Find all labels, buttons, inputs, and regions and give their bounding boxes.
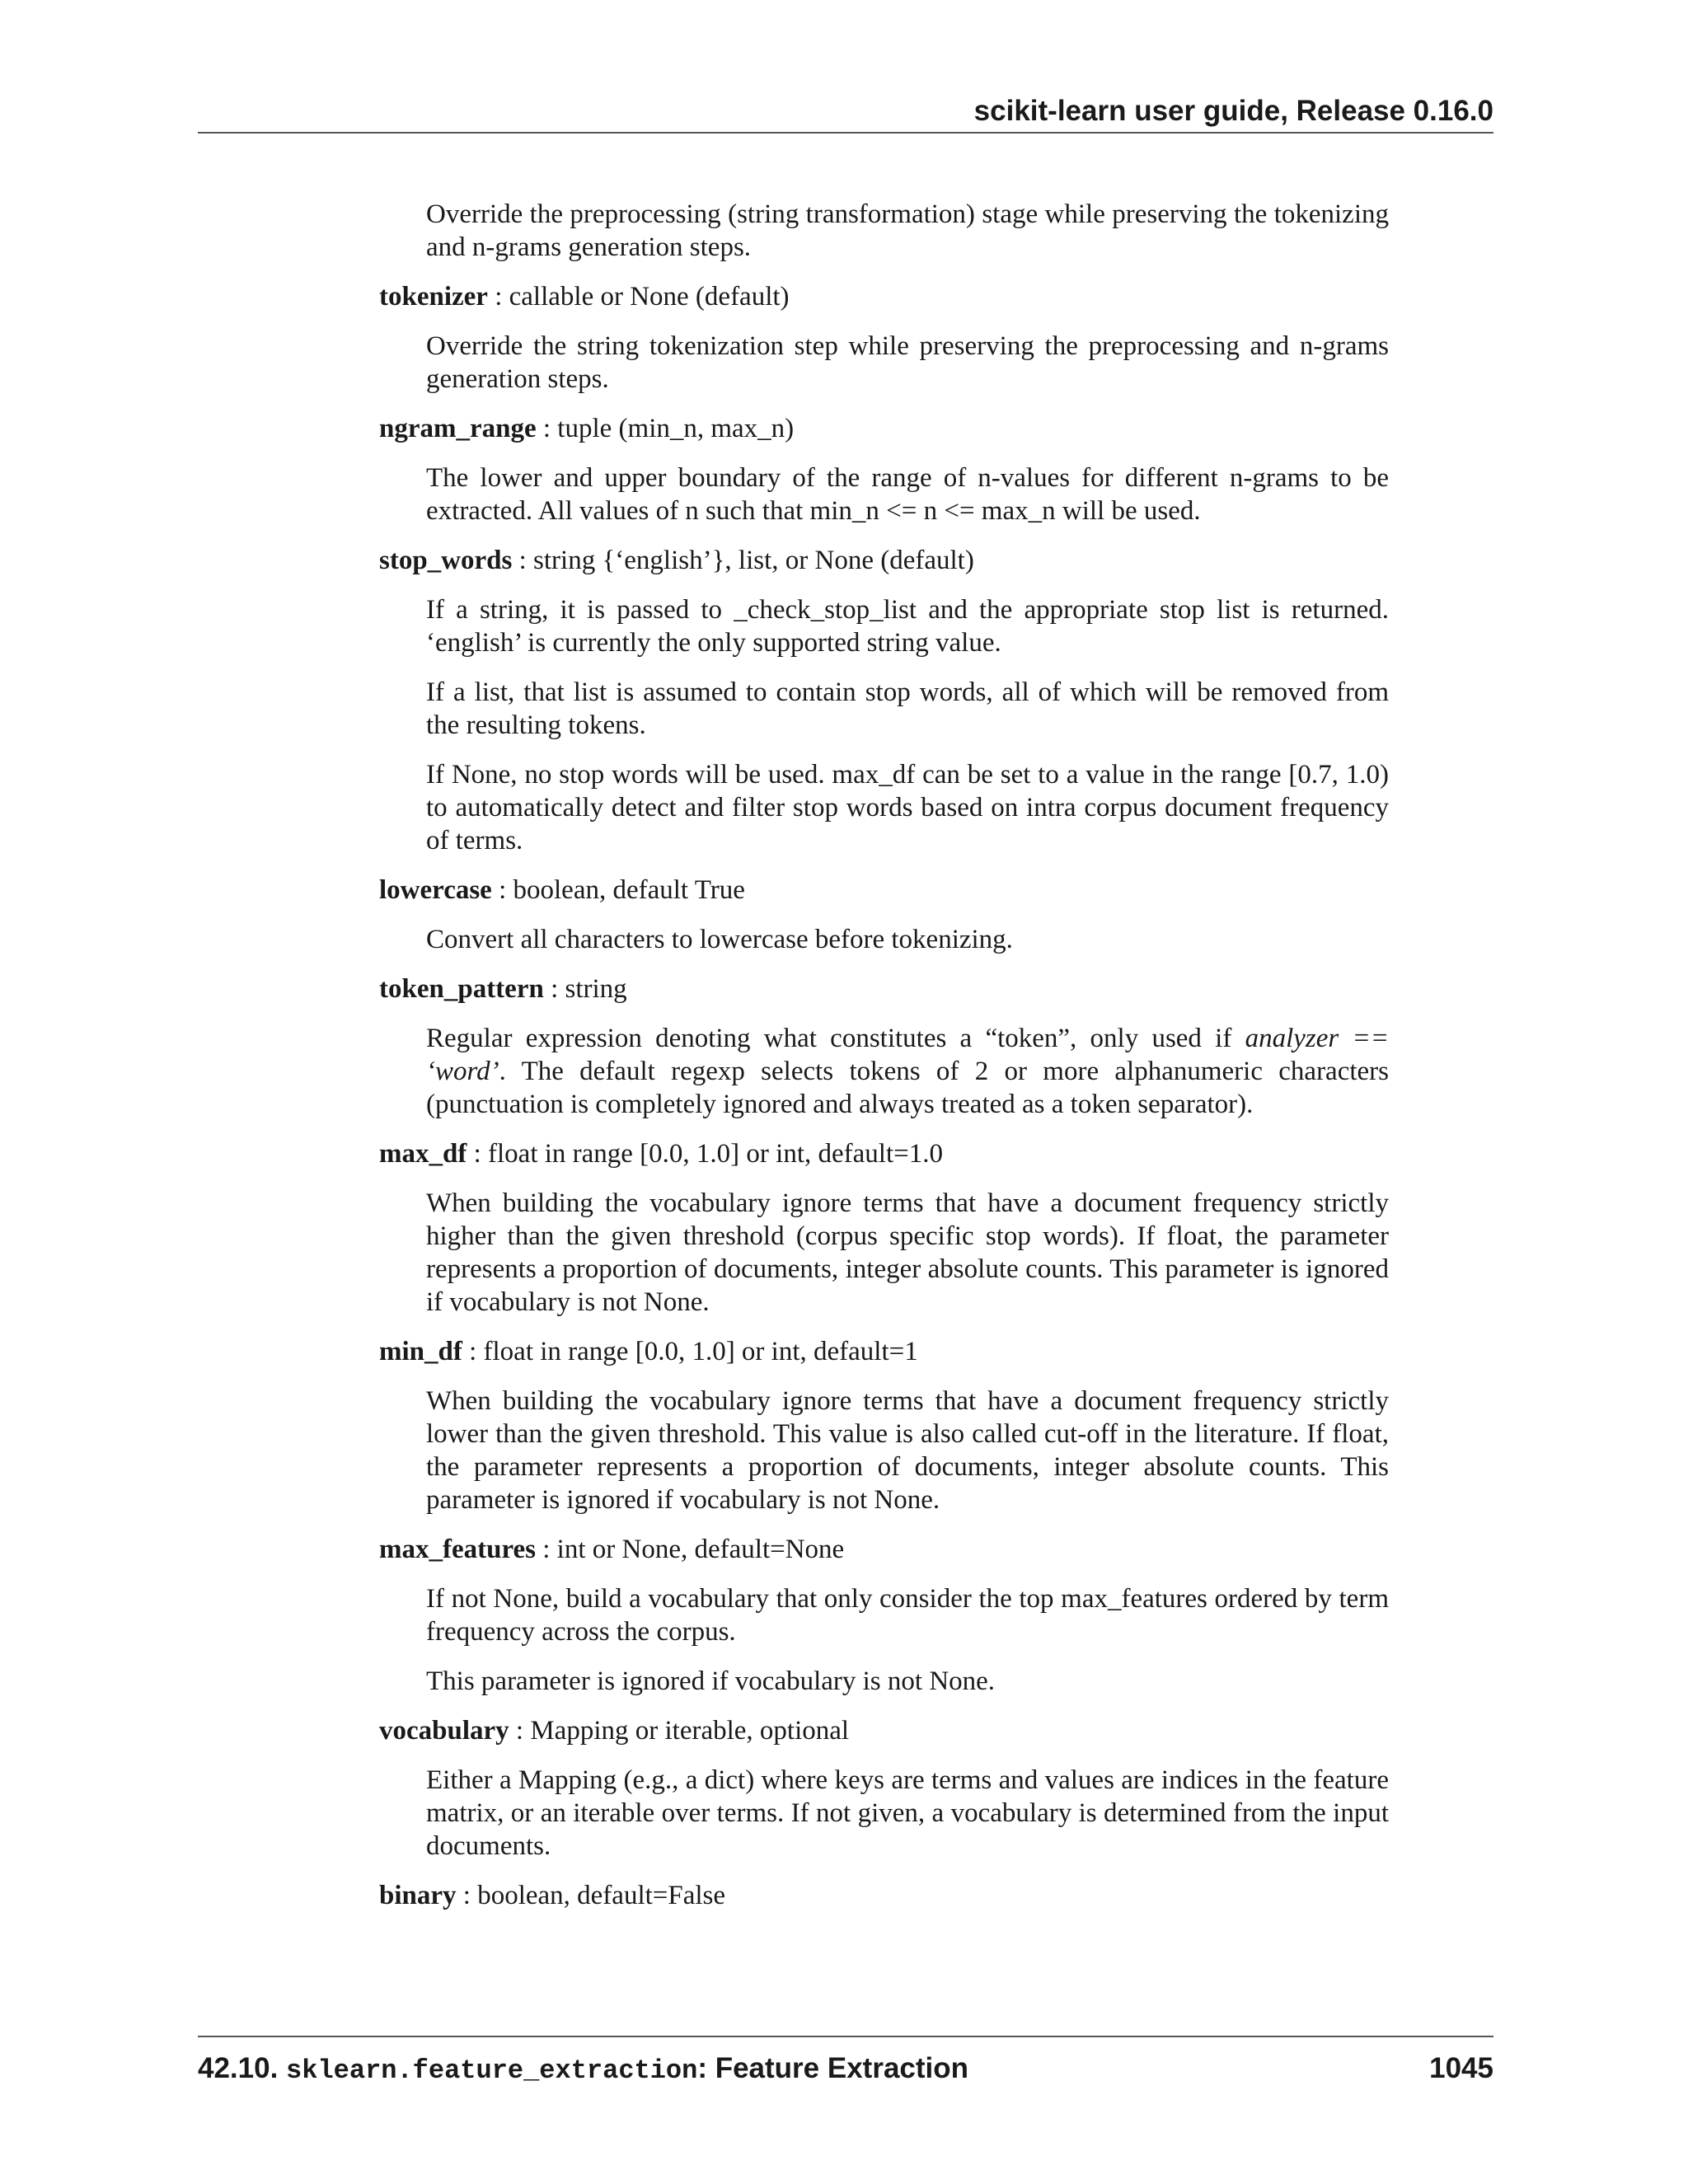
- footer-section-number: 42.10.: [198, 2052, 279, 2084]
- inline-code-italic: analyzer == ‘word’: [426, 1024, 1389, 1086]
- param-lowercase: [379, 874, 1389, 907]
- description-text: Regular expression denoting what constitutes a “token”, only used if: [426, 1024, 1245, 1053]
- param-type: : Mapping or iterable, optional: [509, 1716, 850, 1746]
- description-paragraph: Override the string tokenization step while preserving the preprocessing and n-grams generation steps.: [426, 331, 1389, 394]
- description-text: . The default regexp selects tokens of 2 or more alphanumeric characters (punctuation is completely ignored and always treated as a token separator).: [426, 1057, 1389, 1119]
- param-description: [426, 1187, 1389, 1319]
- param-description: [426, 1764, 1389, 1863]
- description-paragraph: The lower and upper boundary of the range of n-values for different n-grams to be extracted. All values of n such that min_n <= n <= max_n will be used.: [426, 463, 1389, 526]
- param-max-features: [379, 1533, 1389, 1566]
- description-paragraph: When building the vocabulary ignore terms that have a document frequency strictly lower than the given threshold. This value is also called cut-off in the literature. If float, the parameter represents a proportion of documents, integer absolute counts. This parameter is ignored if vocabulary is not None.: [426, 1386, 1389, 1515]
- description-paragraph: When building the vocabulary ignore terms that have a document frequency strictly higher than the given threshold (corpus specific stop words). If float, the parameter represents a proportion of documents, integer absolute counts. This parameter is ignored if vocabulary is not None.: [426, 1188, 1389, 1317]
- param-name: tokenizer: [379, 282, 488, 312]
- param-name: binary: [379, 1881, 457, 1910]
- param-description: [426, 1385, 1389, 1516]
- param-name: token_pattern: [379, 974, 544, 1004]
- page-header: [198, 91, 1493, 134]
- description-paragraph: If not None, build a vocabulary that only consider the top max_features ordered by term frequency across the corpus.: [426, 1584, 1389, 1647]
- param-type: : int or None, default=None: [536, 1535, 845, 1564]
- description-paragraph: If a list, that list is assumed to contain stop words, all of which will be removed from the resulting tokens.: [426, 677, 1389, 740]
- param-name: lowercase: [379, 875, 492, 905]
- page-number: 1045: [1429, 2052, 1493, 2084]
- param-description: [426, 1022, 1389, 1121]
- param-description: [426, 593, 1389, 857]
- param-vocabulary: [379, 1714, 1389, 1747]
- param-type: : float in range [0.0, 1.0] or int, default=1: [462, 1337, 918, 1366]
- param-name: ngram_range: [379, 414, 537, 443]
- param-type: : boolean, default=False: [456, 1881, 726, 1910]
- param-description: [426, 462, 1389, 527]
- param-max-df: [379, 1137, 1389, 1170]
- description-paragraph: Override the preprocessing (string transformation) stage while preserving the tokenizing and n-grams generation steps.: [426, 199, 1389, 262]
- param-name: min_df: [379, 1337, 462, 1366]
- param-type: : string {‘english’}, list, or None (default): [512, 546, 974, 575]
- param-stop-words: [379, 544, 1389, 577]
- param-description: [426, 330, 1389, 396]
- param-ngram-range: [379, 412, 1389, 445]
- page-footer: [198, 2036, 1493, 2086]
- description-paragraph: Convert all characters to lowercase before tokenizing.: [426, 925, 1013, 954]
- param-name: max_features: [379, 1535, 537, 1564]
- description-paragraph: Either a Mapping (e.g., a dict) where keys are terms and values are indices in the feature matrix, or an iterable over terms. If not given, a vocabulary is determined from the input documents.: [426, 1765, 1389, 1861]
- param-name: vocabulary: [379, 1716, 509, 1746]
- description-paragraph: [426, 1022, 1389, 1121]
- param-type: : float in range [0.0, 1.0] or int, default=1.0: [467, 1139, 943, 1169]
- footer-module-name: sklearn.feature_extraction: [286, 2055, 698, 2086]
- parameter-list: [379, 198, 1389, 1929]
- params-container: [379, 280, 1389, 1912]
- param-min-df: [379, 1335, 1389, 1368]
- param-token-pattern: [379, 972, 1389, 1005]
- param-type: : callable or None (default): [487, 282, 790, 312]
- description-paragraph: If a string, it is passed to _check_stop_list and the appropriate stop list is returned. ‘english’ is currently the only supported string value.: [426, 595, 1389, 658]
- description-paragraph: This parameter is ignored if vocabulary is not None.: [426, 1666, 996, 1696]
- footer-section: [198, 2052, 968, 2086]
- header-title: scikit-learn user guide, Release 0.16.0: [973, 95, 1493, 127]
- param-type: : tuple (min_n, max_n): [536, 414, 795, 443]
- intro-description: [426, 198, 1389, 264]
- param-name: stop_words: [379, 546, 513, 575]
- param-binary: [379, 1879, 1389, 1912]
- footer-section-title: : Feature Extraction: [697, 2052, 969, 2084]
- param-name: max_df: [379, 1139, 467, 1169]
- param-type: : boolean, default True: [491, 875, 745, 905]
- description-paragraph: If None, no stop words will be used. max_df can be set to a value in the range [0.7, 1.0) to automatically detect and filter stop words based on intra corpus document frequency of terms.: [426, 760, 1389, 855]
- param-description: [426, 923, 1389, 956]
- param-tokenizer: [379, 280, 1389, 313]
- param-type: : string: [543, 974, 627, 1004]
- param-description: [426, 1582, 1389, 1698]
